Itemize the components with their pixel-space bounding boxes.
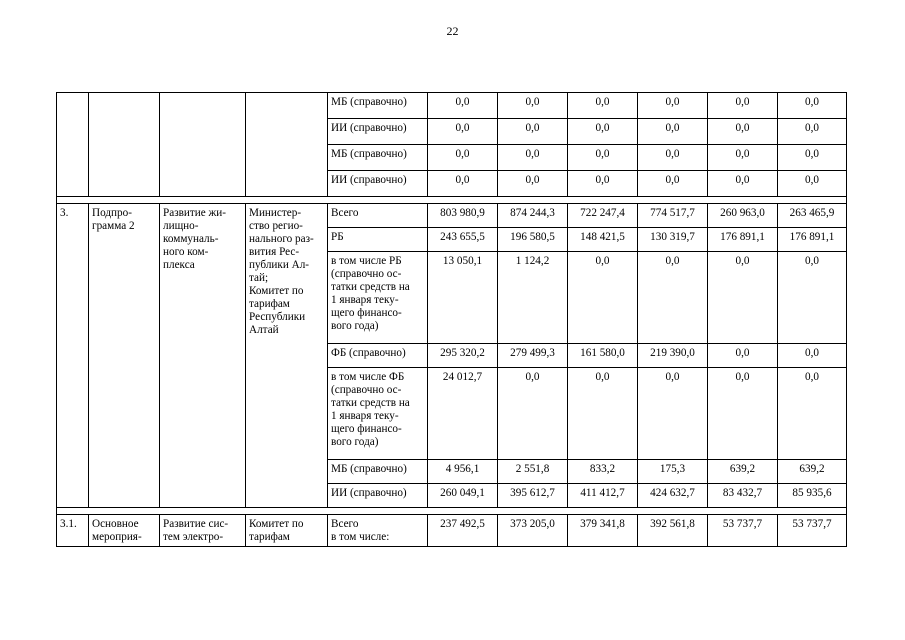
amount-cell: 0,0 xyxy=(568,119,638,145)
amount-cell: 0,0 xyxy=(708,171,778,197)
amount-cell: 260 049,1 xyxy=(428,484,498,508)
amount-cell: 0,0 xyxy=(568,93,638,119)
table-row xyxy=(57,515,847,547)
amount-cell: 379 341,8 xyxy=(568,515,638,547)
separator-cell xyxy=(778,508,847,515)
amount-cell: 219 390,0 xyxy=(638,344,708,368)
amount-cell: 0,0 xyxy=(498,119,568,145)
funding-source-cell: ИИ (справочно) xyxy=(328,171,428,197)
subprogram-name: Подпро- грамма 2 xyxy=(89,204,160,508)
name-cell xyxy=(89,93,160,197)
amount-cell: 0,0 xyxy=(498,93,568,119)
goal-cell xyxy=(160,93,246,197)
amount-cell: 243 655,5 xyxy=(428,228,498,252)
funding-source-cell: ИИ (справочно) xyxy=(328,119,428,145)
separator-cell xyxy=(328,508,428,515)
amount-cell: 175,3 xyxy=(638,460,708,484)
separator-cell xyxy=(428,197,498,204)
amount-cell: 0,0 xyxy=(708,119,778,145)
table-row xyxy=(57,93,847,119)
section-separator xyxy=(57,508,847,515)
amount-cell: 279 499,3 xyxy=(498,344,568,368)
amount-cell: 803 980,9 xyxy=(428,204,498,228)
amount-cell: 0,0 xyxy=(638,252,708,344)
amount-cell: 0,0 xyxy=(778,119,847,145)
amount-cell: 13 050,1 xyxy=(428,252,498,344)
amount-cell: 148 421,5 xyxy=(568,228,638,252)
amount-cell: 130 319,7 xyxy=(638,228,708,252)
table-row xyxy=(57,204,847,228)
funding-source-cell: МБ (справочно) xyxy=(328,460,428,484)
amount-cell: 4 956,1 xyxy=(428,460,498,484)
amount-cell: 85 935,6 xyxy=(778,484,847,508)
amount-cell: 0,0 xyxy=(778,171,847,197)
separator-cell xyxy=(89,197,160,204)
amount-cell: 722 247,4 xyxy=(568,204,638,228)
amount-cell: 53 737,7 xyxy=(778,515,847,547)
amount-cell: 176 891,1 xyxy=(778,228,847,252)
separator-cell xyxy=(160,508,246,515)
amount-cell: 373 205,0 xyxy=(498,515,568,547)
separator-cell xyxy=(498,508,568,515)
amount-cell: 2 551,8 xyxy=(498,460,568,484)
amount-cell: 0,0 xyxy=(708,145,778,171)
amount-cell: 392 561,8 xyxy=(638,515,708,547)
amount-cell: 0,0 xyxy=(638,145,708,171)
page-number: 22 xyxy=(446,24,459,38)
amount-cell: 424 632,7 xyxy=(638,484,708,508)
budget-table xyxy=(56,92,847,547)
separator-cell xyxy=(57,508,89,515)
amount-cell: 0,0 xyxy=(428,171,498,197)
subprogram-goal: Развитие жи- лищно- коммуналь- ного ком- плекса xyxy=(160,204,246,508)
amount-cell: 24 012,7 xyxy=(428,368,498,460)
separator-cell xyxy=(638,508,708,515)
amount-cell: 0,0 xyxy=(498,145,568,171)
amount-cell: 0,0 xyxy=(778,252,847,344)
responsible-executor: Комитет по тарифам xyxy=(246,515,328,547)
funding-source-cell: ФБ (справочно) xyxy=(328,344,428,368)
amount-cell: 83 432,7 xyxy=(708,484,778,508)
amount-cell: 0,0 xyxy=(428,93,498,119)
separator-cell xyxy=(160,197,246,204)
amount-cell: 0,0 xyxy=(638,93,708,119)
amount-cell: 176 891,1 xyxy=(708,228,778,252)
amount-cell: 0,0 xyxy=(778,145,847,171)
funding-source-cell: МБ (справочно) xyxy=(328,93,428,119)
amount-cell: 0,0 xyxy=(708,368,778,460)
amount-cell: 395 612,7 xyxy=(498,484,568,508)
activity-name: Основное мероприя- xyxy=(89,515,160,547)
amount-cell: 411 412,7 xyxy=(568,484,638,508)
amount-cell: 639,2 xyxy=(708,460,778,484)
amount-cell: 0,0 xyxy=(568,145,638,171)
amount-cell: 0,0 xyxy=(708,344,778,368)
separator-cell xyxy=(568,508,638,515)
funding-source-cell: в том числе ФБ (справочно ос- татки средств на 1 января теку- щего финансо- вого года) xyxy=(328,368,428,460)
section-number: 3.1. xyxy=(57,515,89,547)
amount-cell: 0,0 xyxy=(568,252,638,344)
separator-cell xyxy=(246,508,328,515)
funding-source-cell: Всего xyxy=(328,204,428,228)
funding-source-cell: МБ (справочно) xyxy=(328,145,428,171)
amount-cell: 0,0 xyxy=(428,145,498,171)
amount-cell: 0,0 xyxy=(568,368,638,460)
amount-cell: 0,0 xyxy=(778,344,847,368)
funding-source-cell: Всего в том числе: xyxy=(328,515,428,547)
amount-cell: 0,0 xyxy=(708,252,778,344)
amount-cell: 0,0 xyxy=(708,93,778,119)
amount-cell: 774 517,7 xyxy=(638,204,708,228)
separator-cell xyxy=(498,197,568,204)
amount-cell: 263 465,9 xyxy=(778,204,847,228)
funding-source-cell: ИИ (справочно) xyxy=(328,484,428,508)
separator-cell xyxy=(89,508,160,515)
section-number: 3. xyxy=(57,204,89,508)
separator-cell xyxy=(638,197,708,204)
separator-cell xyxy=(328,197,428,204)
separator-cell xyxy=(568,197,638,204)
responsible-executor: Министер- ство регио- нального раз- вития Рес- публики Ал- тай; Комитет по тарифам Республики Алтай xyxy=(246,204,328,508)
amount-cell: 874 244,3 xyxy=(498,204,568,228)
funding-source-cell: РБ xyxy=(328,228,428,252)
amount-cell: 0,0 xyxy=(498,368,568,460)
amount-cell: 0,0 xyxy=(568,171,638,197)
separator-cell xyxy=(708,197,778,204)
amount-cell: 0,0 xyxy=(638,171,708,197)
amount-cell: 1 124,2 xyxy=(498,252,568,344)
amount-cell: 237 492,5 xyxy=(428,515,498,547)
amount-cell: 295 320,2 xyxy=(428,344,498,368)
separator-cell xyxy=(778,197,847,204)
separator-cell xyxy=(57,197,89,204)
executor-cell xyxy=(246,93,328,197)
funding-source-cell: в том числе РБ (справочно ос- татки средств на 1 января теку- щего финансо- вого года) xyxy=(328,252,428,344)
amount-cell: 161 580,0 xyxy=(568,344,638,368)
separator-cell xyxy=(708,508,778,515)
activity-goal: Развитие сис- тем электро- xyxy=(160,515,246,547)
amount-cell: 196 580,5 xyxy=(498,228,568,252)
amount-cell: 260 963,0 xyxy=(708,204,778,228)
amount-cell: 0,0 xyxy=(638,119,708,145)
amount-cell: 0,0 xyxy=(498,171,568,197)
amount-cell: 0,0 xyxy=(638,368,708,460)
amount-cell: 833,2 xyxy=(568,460,638,484)
section-separator xyxy=(57,197,847,204)
amount-cell: 0,0 xyxy=(428,119,498,145)
amount-cell: 639,2 xyxy=(778,460,847,484)
amount-cell: 53 737,7 xyxy=(708,515,778,547)
amount-cell: 0,0 xyxy=(778,93,847,119)
separator-cell xyxy=(428,508,498,515)
number-cell xyxy=(57,93,89,197)
separator-cell xyxy=(246,197,328,204)
amount-cell: 0,0 xyxy=(778,368,847,460)
